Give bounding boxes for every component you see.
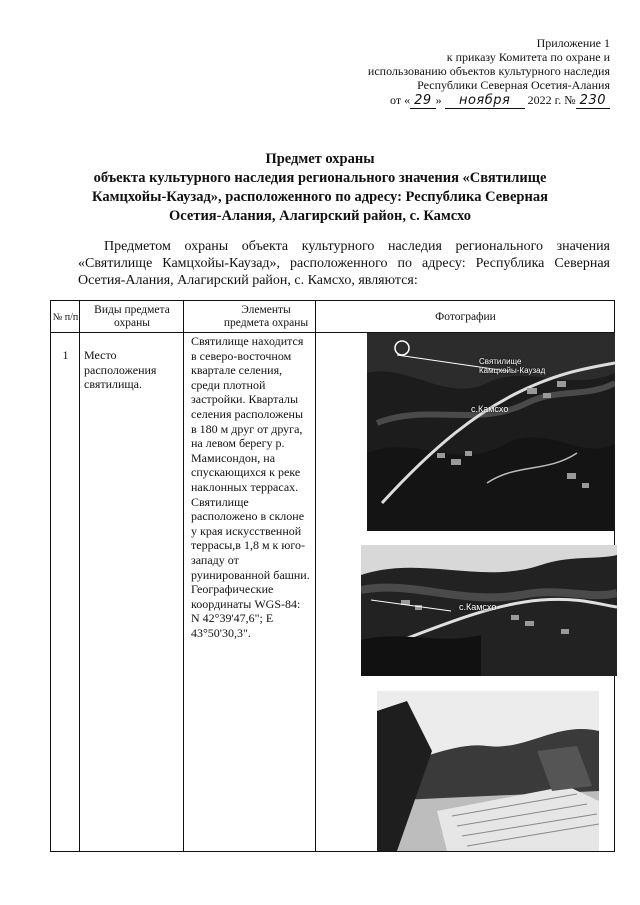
header-photos: Фотографии bbox=[435, 310, 496, 323]
title-line: Осетия-Алания, Алагирский район, с. Камсхо bbox=[169, 208, 471, 224]
date-mid: » bbox=[435, 93, 442, 107]
photo-label: Камцхойы-Каузад bbox=[479, 366, 546, 375]
header-elements: Элементы предмета охраны bbox=[223, 304, 309, 329]
header-kinds: Виды предмета охраны bbox=[94, 304, 170, 329]
column-divider bbox=[183, 301, 184, 851]
date-suffix: 2022 г. № bbox=[527, 93, 576, 107]
photo-label: с.Камсхо bbox=[459, 602, 497, 612]
site-photo-image bbox=[377, 691, 599, 851]
aerial-photo-1 bbox=[367, 333, 615, 531]
column-divider bbox=[79, 301, 80, 851]
column-divider bbox=[315, 301, 316, 851]
site-photo bbox=[377, 691, 599, 851]
document-title bbox=[40, 150, 600, 226]
aerial-photo-2 bbox=[361, 545, 617, 676]
photo-label: с.Камсхо bbox=[471, 404, 509, 414]
row-element: Святилище находится в северо-восточном квартале селения, среди плотной застройки. Кварталы селения расположены в 180 м друг от друга, на левом берегу р. Мамисондон, на спускающихся к реке наклонных террасах. Святилище расположено в склоне у края искусственной террасы,в 1,8 м к юго-западу от руинированной башни. Географические координаты WGS-84: N 42°39'47,6"; E 43°50'30,3". bbox=[191, 334, 310, 640]
protection-table bbox=[50, 300, 615, 852]
handwritten-day: 29 bbox=[410, 93, 436, 109]
appendix-header bbox=[280, 36, 610, 109]
date-prefix: от « bbox=[390, 93, 411, 107]
header-num: № п/п bbox=[52, 311, 79, 323]
intro-paragraph: Предметом охраны объекта культурного наследия регионального значения «Святилище Камцхойы-Каузад», расположенного по адресу: Республика Северная Осетия-Алания, Алагирский район, с. Камсхо, являются: bbox=[78, 239, 610, 288]
title-line: Предмет охраны bbox=[265, 151, 375, 167]
appendix-line: использованию объектов культурного наследия bbox=[367, 64, 610, 78]
order-date-line bbox=[280, 93, 610, 109]
handwritten-month: ноября bbox=[445, 94, 525, 109]
photo-label: Святилище bbox=[479, 357, 522, 366]
title-line: Камцхойы-Каузад», расположенного по адресу: Республика Северная bbox=[92, 189, 548, 205]
row-number: 1 bbox=[62, 348, 69, 362]
appendix-line: к приказу Комитета по охране и bbox=[446, 50, 610, 64]
row-kind: Место расположения святилища. bbox=[84, 348, 157, 392]
title-line: объекта культурного наследия регионального значения «Святилище bbox=[93, 170, 547, 186]
appendix-line: Республики Северная Осетия-Алания bbox=[417, 78, 610, 92]
handwritten-order-number: 230 bbox=[576, 93, 610, 109]
appendix-line: Приложение 1 bbox=[536, 36, 610, 50]
